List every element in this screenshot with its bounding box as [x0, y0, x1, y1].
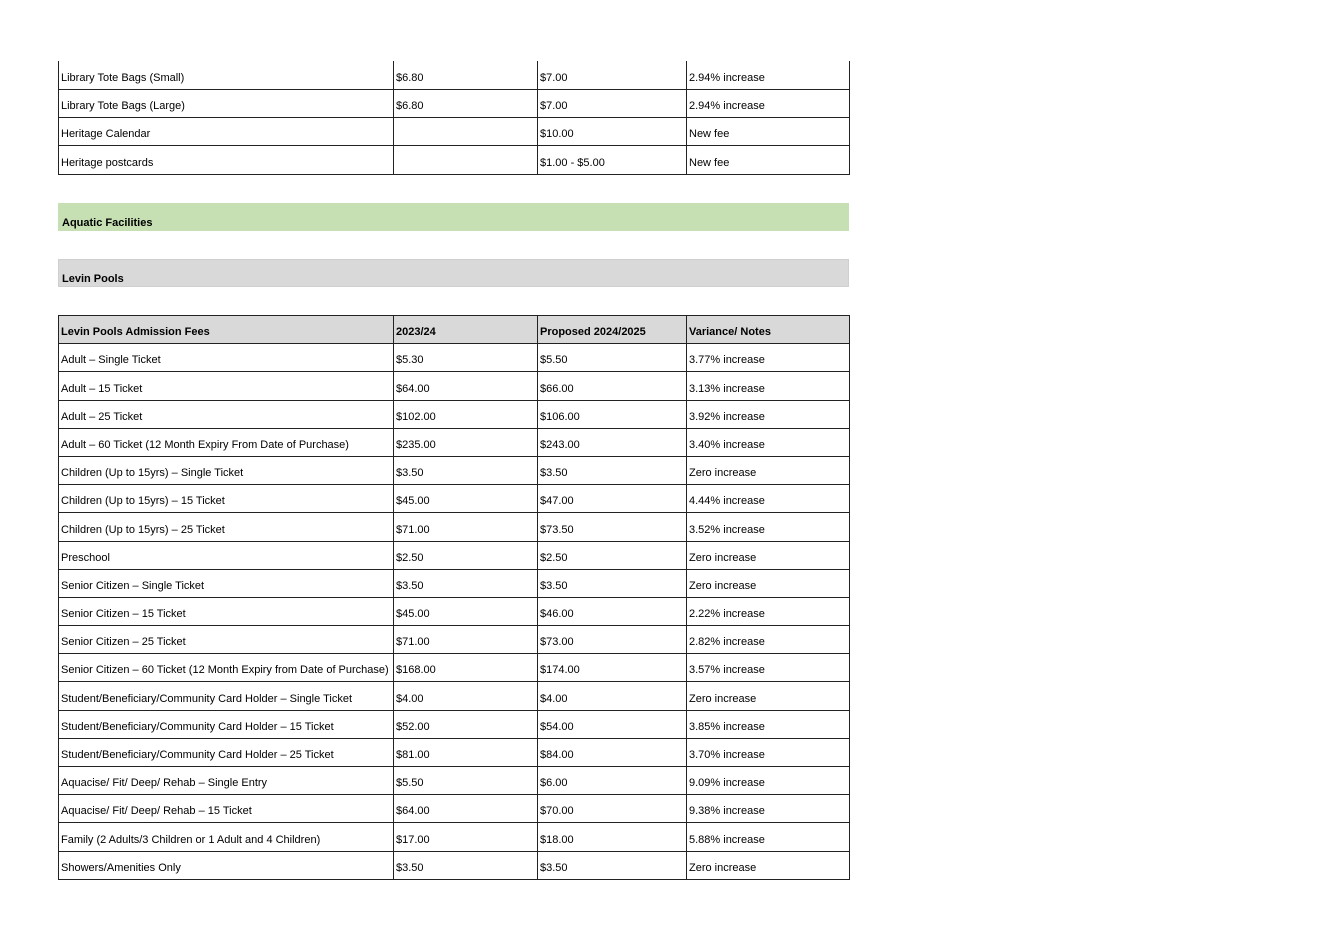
table-row — [59, 428, 850, 456]
cell-variance-notes: 9.09% increase — [687, 767, 850, 795]
cell-proposed-2024-2025: $3.50 — [538, 569, 687, 597]
cell-proposed-2024-2025: $70.00 — [538, 795, 687, 823]
cell-proposed-2024-2025: $174.00 — [538, 654, 687, 682]
cell-2023-24: $102.00 — [394, 400, 538, 428]
cell-2023-24: $3.50 — [394, 851, 538, 879]
cell-fee-name: Adult – 15 Ticket — [59, 372, 394, 400]
table-row — [59, 372, 850, 400]
table-row — [59, 400, 850, 428]
cell-fee-name: Heritage Calendar — [59, 118, 394, 146]
table-row — [59, 146, 850, 174]
cell-fee-name: Family (2 Adults/3 Children or 1 Adult and 4 Children) — [59, 823, 394, 851]
cell-2023-24: $71.00 — [394, 513, 538, 541]
cell-fee-name: Children (Up to 15yrs) – 15 Ticket — [59, 485, 394, 513]
cell-variance-notes: Zero increase — [687, 541, 850, 569]
cell-2023-24: $64.00 — [394, 795, 538, 823]
cell-variance-notes: Zero increase — [687, 682, 850, 710]
cell-variance-notes: 3.40% increase — [687, 428, 850, 456]
cell-proposed-2024-2025: $73.00 — [538, 626, 687, 654]
cell-fee-name: Showers/Amenities Only — [59, 851, 394, 879]
cell-proposed-2024-2025: $243.00 — [538, 428, 687, 456]
cell-variance-notes: 2.94% increase — [687, 61, 850, 89]
table-row — [59, 851, 850, 879]
cell-proposed-2024-2025: $73.50 — [538, 513, 687, 541]
table-row — [59, 118, 850, 146]
aquatic-facilities-title: Aquatic Facilities — [62, 217, 153, 229]
levin-pools-title: Levin Pools — [62, 273, 124, 285]
cell-variance-notes: 4.44% increase — [687, 485, 850, 513]
header-variance-notes: Variance/ Notes — [687, 316, 850, 344]
cell-proposed-2024-2025: $66.00 — [538, 372, 687, 400]
table-row — [59, 738, 850, 766]
header-proposed-2024-2025: Proposed 2024/2025 — [538, 316, 687, 344]
cell-fee-name: Adult – 25 Ticket — [59, 400, 394, 428]
cell-proposed-2024-2025: $2.50 — [538, 541, 687, 569]
cell-proposed-2024-2025: $4.00 — [538, 682, 687, 710]
cell-variance-notes: 5.88% increase — [687, 823, 850, 851]
cell-proposed-2024-2025: $46.00 — [538, 597, 687, 625]
cell-fee-name: Student/Beneficiary/Community Card Holder – 15 Ticket — [59, 710, 394, 738]
cell-2023-24: $6.80 — [394, 89, 538, 117]
cell-fee-name: Preschool — [59, 541, 394, 569]
header-2023-24: 2023/24 — [394, 316, 538, 344]
cell-2023-24: $64.00 — [394, 372, 538, 400]
cell-variance-notes: 3.13% increase — [687, 372, 850, 400]
aquatic-facilities-heading — [58, 203, 849, 231]
cell-proposed-2024-2025: $7.00 — [538, 61, 687, 89]
table-row — [59, 569, 850, 597]
cell-proposed-2024-2025: $47.00 — [538, 485, 687, 513]
cell-fee-name: Aquacise/ Fit/ Deep/ Rehab – 15 Ticket — [59, 795, 394, 823]
cell-2023-24: $5.50 — [394, 767, 538, 795]
cell-fee-name: Library Tote Bags (Large) — [59, 89, 394, 117]
table-row — [59, 344, 850, 372]
cell-fee-name: Senior Citizen – 15 Ticket — [59, 597, 394, 625]
table-row — [59, 682, 850, 710]
cell-fee-name: Aquacise/ Fit/ Deep/ Rehab – Single Entry — [59, 767, 394, 795]
table-row — [59, 823, 850, 851]
cell-variance-notes: 3.57% increase — [687, 654, 850, 682]
table-header-row — [59, 316, 850, 344]
cell-proposed-2024-2025: $54.00 — [538, 710, 687, 738]
cell-variance-notes: 3.70% increase — [687, 738, 850, 766]
cell-variance-notes: 3.85% increase — [687, 710, 850, 738]
cell-proposed-2024-2025: $5.50 — [538, 344, 687, 372]
header-fee-name: Levin Pools Admission Fees — [59, 316, 394, 344]
cell-variance-notes: 3.77% increase — [687, 344, 850, 372]
levin-pools-fees-table — [58, 315, 849, 880]
table-row — [59, 767, 850, 795]
table-row — [59, 456, 850, 484]
cell-proposed-2024-2025: $18.00 — [538, 823, 687, 851]
cell-fee-name: Student/Beneficiary/Community Card Holder – 25 Ticket — [59, 738, 394, 766]
table-row — [59, 626, 850, 654]
cell-fee-name: Adult – Single Ticket — [59, 344, 394, 372]
table-row — [59, 513, 850, 541]
table-row — [59, 654, 850, 682]
cell-2023-24: $3.50 — [394, 569, 538, 597]
cell-2023-24: $5.30 — [394, 344, 538, 372]
cell-proposed-2024-2025: $1.00 - $5.00 — [538, 146, 687, 174]
cell-fee-name: Library Tote Bags (Small) — [59, 61, 394, 89]
cell-proposed-2024-2025: $3.50 — [538, 456, 687, 484]
table-row — [59, 61, 850, 89]
cell-2023-24 — [394, 146, 538, 174]
cell-2023-24: $3.50 — [394, 456, 538, 484]
cell-fee-name: Senior Citizen – Single Ticket — [59, 569, 394, 597]
table-row — [59, 485, 850, 513]
levin-pools-heading — [58, 259, 849, 287]
cell-variance-notes: New fee — [687, 146, 850, 174]
cell-variance-notes: New fee — [687, 118, 850, 146]
cell-proposed-2024-2025: $7.00 — [538, 89, 687, 117]
cell-proposed-2024-2025: $3.50 — [538, 851, 687, 879]
cell-variance-notes: 2.22% increase — [687, 597, 850, 625]
library-fees-table — [58, 61, 849, 175]
cell-variance-notes: 2.94% increase — [687, 89, 850, 117]
cell-variance-notes: 2.82% increase — [687, 626, 850, 654]
cell-variance-notes: Zero increase — [687, 456, 850, 484]
cell-variance-notes: 3.92% increase — [687, 400, 850, 428]
cell-2023-24 — [394, 118, 538, 146]
table-row — [59, 795, 850, 823]
cell-fee-name: Heritage postcards — [59, 146, 394, 174]
table-row — [59, 597, 850, 625]
cell-2023-24: $45.00 — [394, 485, 538, 513]
cell-variance-notes: Zero increase — [687, 569, 850, 597]
cell-fee-name: Children (Up to 15yrs) – 25 Ticket — [59, 513, 394, 541]
cell-variance-notes: 3.52% increase — [687, 513, 850, 541]
cell-2023-24: $168.00 — [394, 654, 538, 682]
table-row — [59, 541, 850, 569]
cell-2023-24: $235.00 — [394, 428, 538, 456]
cell-2023-24: $2.50 — [394, 541, 538, 569]
cell-2023-24: $4.00 — [394, 682, 538, 710]
cell-2023-24: $71.00 — [394, 626, 538, 654]
cell-2023-24: $17.00 — [394, 823, 538, 851]
cell-proposed-2024-2025: $10.00 — [538, 118, 687, 146]
cell-fee-name: Student/Beneficiary/Community Card Holder – Single Ticket — [59, 682, 394, 710]
cell-2023-24: $52.00 — [394, 710, 538, 738]
cell-fee-name: Adult – 60 Ticket (12 Month Expiry From Date of Purchase) — [59, 428, 394, 456]
cell-proposed-2024-2025: $6.00 — [538, 767, 687, 795]
cell-fee-name: Children (Up to 15yrs) – Single Ticket — [59, 456, 394, 484]
cell-2023-24: $81.00 — [394, 738, 538, 766]
cell-2023-24: $45.00 — [394, 597, 538, 625]
cell-proposed-2024-2025: $106.00 — [538, 400, 687, 428]
cell-variance-notes: 9.38% increase — [687, 795, 850, 823]
cell-fee-name: Senior Citizen – 60 Ticket (12 Month Expiry from Date of Purchase) — [59, 654, 394, 682]
cell-variance-notes: Zero increase — [687, 851, 850, 879]
cell-fee-name: Senior Citizen – 25 Ticket — [59, 626, 394, 654]
table-row — [59, 710, 850, 738]
cell-proposed-2024-2025: $84.00 — [538, 738, 687, 766]
table-row — [59, 89, 850, 117]
cell-2023-24: $6.80 — [394, 61, 538, 89]
